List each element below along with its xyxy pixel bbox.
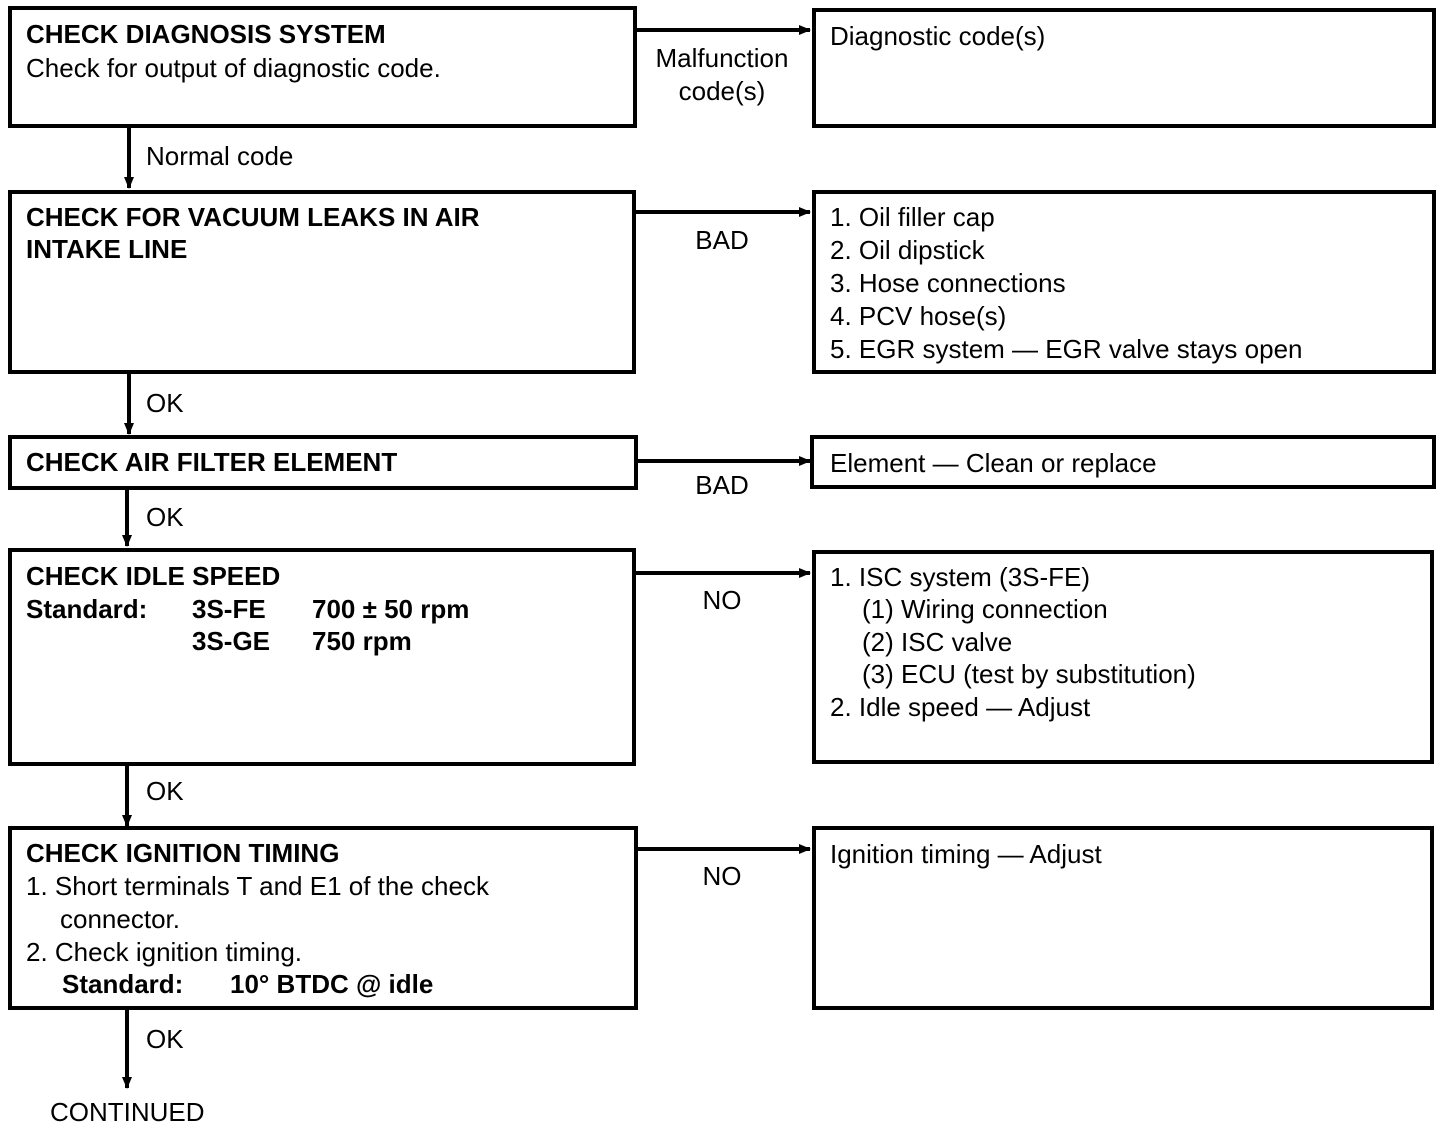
standard-label-timing: Standard: [62,969,184,999]
step-line: 1. Short terminals T and E1 of the check [26,871,489,901]
result-line: 1. ISC system (3S-FE) [830,562,1091,592]
branch-label-malfunction-2: code(s) [678,76,766,106]
spec-value-3sge: 750 rpm [312,626,412,656]
down-label-normal-code: Normal code [146,141,294,171]
down-label-ok-3: OK [146,776,184,806]
result-line: 4. PCV hose(s) [830,301,1007,331]
standard-label-idle: Standard: [26,594,148,624]
result-line: 1. Oil filler cap [830,202,995,232]
continued-label: CONTINUED [50,1097,205,1127]
step-title-vacuum-leaks-1: CHECK FOR VACUUM LEAKS IN AIR [26,202,480,232]
down-label-ok-4: OK [146,1024,184,1054]
step-line: 2. Check ignition timing. [26,937,303,967]
down-label-ok-2: OK [146,502,184,532]
result-line: (2) ISC valve [862,627,1013,657]
step-title-idle-speed: CHECK IDLE SPEED [26,561,281,591]
result-line: 2. Oil dipstick [830,235,985,265]
result-line: 3. Hose connections [830,268,1066,298]
step-line: connector. [60,904,180,934]
step-title-vacuum-leaks-2: INTAKE LINE [26,234,188,264]
branch-label-bad-2: BAD [695,470,749,500]
spec-engine-3sfe: 3S-FE [192,594,266,624]
step-title-diagnosis: CHECK DIAGNOSIS SYSTEM [26,19,386,49]
spec-engine-3sge: 3S-GE [192,626,271,656]
down-label-ok-1: OK [146,388,184,418]
result-line-air-filter: Element — Clean or replace [830,448,1157,478]
result-line-diagnostic-codes: Diagnostic code(s) [830,21,1046,51]
spec-value-3sfe: 700 ± 50 rpm [312,594,470,624]
step-title-ignition-timing: CHECK IGNITION TIMING [26,838,340,868]
result-line: 2. Idle speed — Adjust [830,692,1091,722]
standard-value-timing: 10° BTDC @ idle [230,969,434,999]
step-line-diagnosis: Check for output of diagnostic code. [26,53,441,83]
branch-label-malfunction: Malfunction [655,43,789,73]
step-title-air-filter: CHECK AIR FILTER ELEMENT [26,447,398,477]
branch-label-no-1: NO [702,585,742,615]
result-line: (3) ECU (test by substitution) [862,659,1196,689]
result-line-ignition-timing: Ignition timing — Adjust [830,839,1102,869]
result-line: 5. EGR system — EGR valve stays open [830,334,1303,364]
result-line: (1) Wiring connection [862,594,1108,624]
branch-label-bad-1: BAD [695,225,749,255]
branch-label-no-2: NO [702,861,742,891]
